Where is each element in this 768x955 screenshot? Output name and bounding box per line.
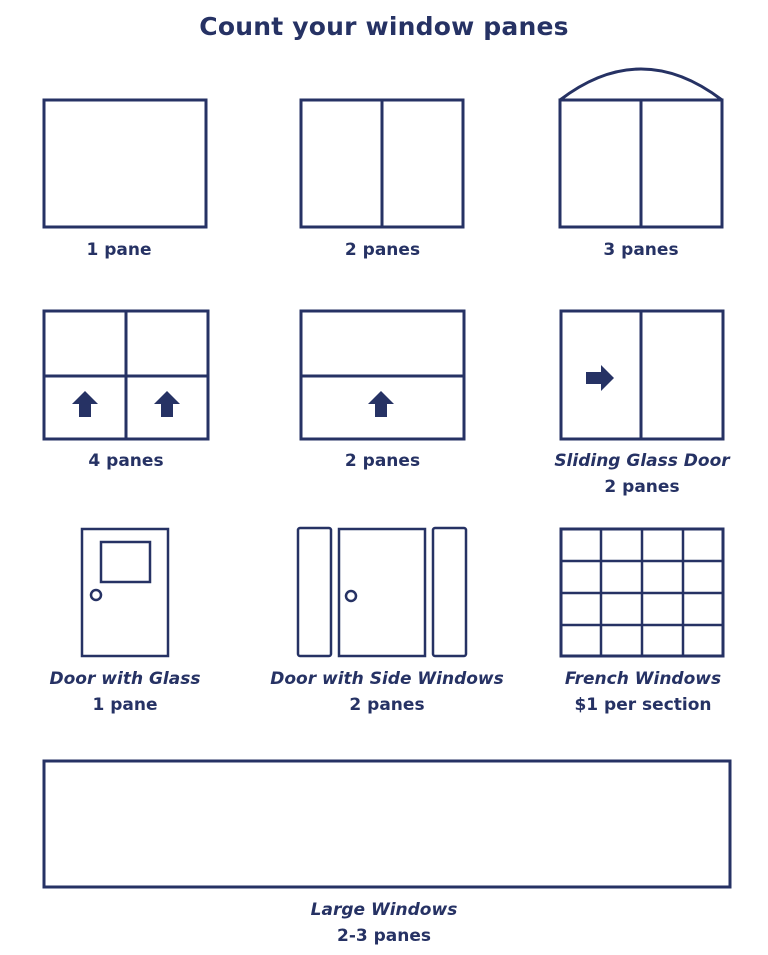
- pane-count: 2 panes: [344, 240, 421, 260]
- item-name: French Windows: [564, 669, 722, 689]
- item-name: Sliding Glass Door: [554, 451, 730, 471]
- pane-count: 2 panes: [344, 451, 421, 471]
- window-arched-three-panes: [560, 69, 722, 227]
- door-with-glass: [82, 529, 168, 656]
- pane-count: 1 pane: [86, 240, 152, 260]
- pane-count: 1 pane: [92, 695, 158, 715]
- window-four-panes: [44, 311, 208, 439]
- door-with-side-windows: [298, 528, 466, 656]
- caption-two-panes: [301, 237, 464, 263]
- pane-count: 2 panes: [349, 695, 425, 715]
- caption-arched-three-panes: [560, 237, 722, 263]
- page-title: Count your window panes: [199, 12, 569, 41]
- caption-door-with-side-windows: [262, 666, 512, 718]
- window-two-panes: [301, 100, 463, 227]
- arrow-right-icon: [586, 365, 614, 391]
- arrow-up-icon: [72, 391, 98, 417]
- caption-single-pane: [44, 237, 194, 263]
- caption-sliding-glass-door: [531, 448, 753, 500]
- caption-large-windows: [234, 897, 534, 949]
- door-knob-icon: [346, 591, 356, 601]
- caption-french-windows: [532, 666, 754, 718]
- arrow-up-icon: [154, 391, 180, 417]
- pane-count: 2 panes: [604, 477, 680, 497]
- item-name: Door with Side Windows: [270, 669, 504, 689]
- sliding-glass-door: [561, 311, 723, 439]
- pane-count: 4 panes: [88, 451, 164, 471]
- arrow-up-icon: [368, 391, 394, 417]
- caption-door-with-glass: [22, 666, 228, 718]
- item-name: Door with Glass: [49, 669, 201, 689]
- french-windows: [561, 529, 723, 656]
- pane-count: 2-3 panes: [336, 926, 432, 946]
- window-single-pane: [44, 100, 206, 227]
- window-sash-two-panes: [301, 311, 464, 439]
- pane-count: $1 per section: [574, 695, 712, 715]
- item-name: Large Windows: [310, 900, 458, 920]
- door-knob-icon: [91, 590, 101, 600]
- caption-sash-two-panes: [301, 448, 464, 474]
- large-window: [44, 761, 730, 887]
- caption-four-panes: [44, 448, 208, 474]
- pane-count: 3 panes: [603, 240, 679, 260]
